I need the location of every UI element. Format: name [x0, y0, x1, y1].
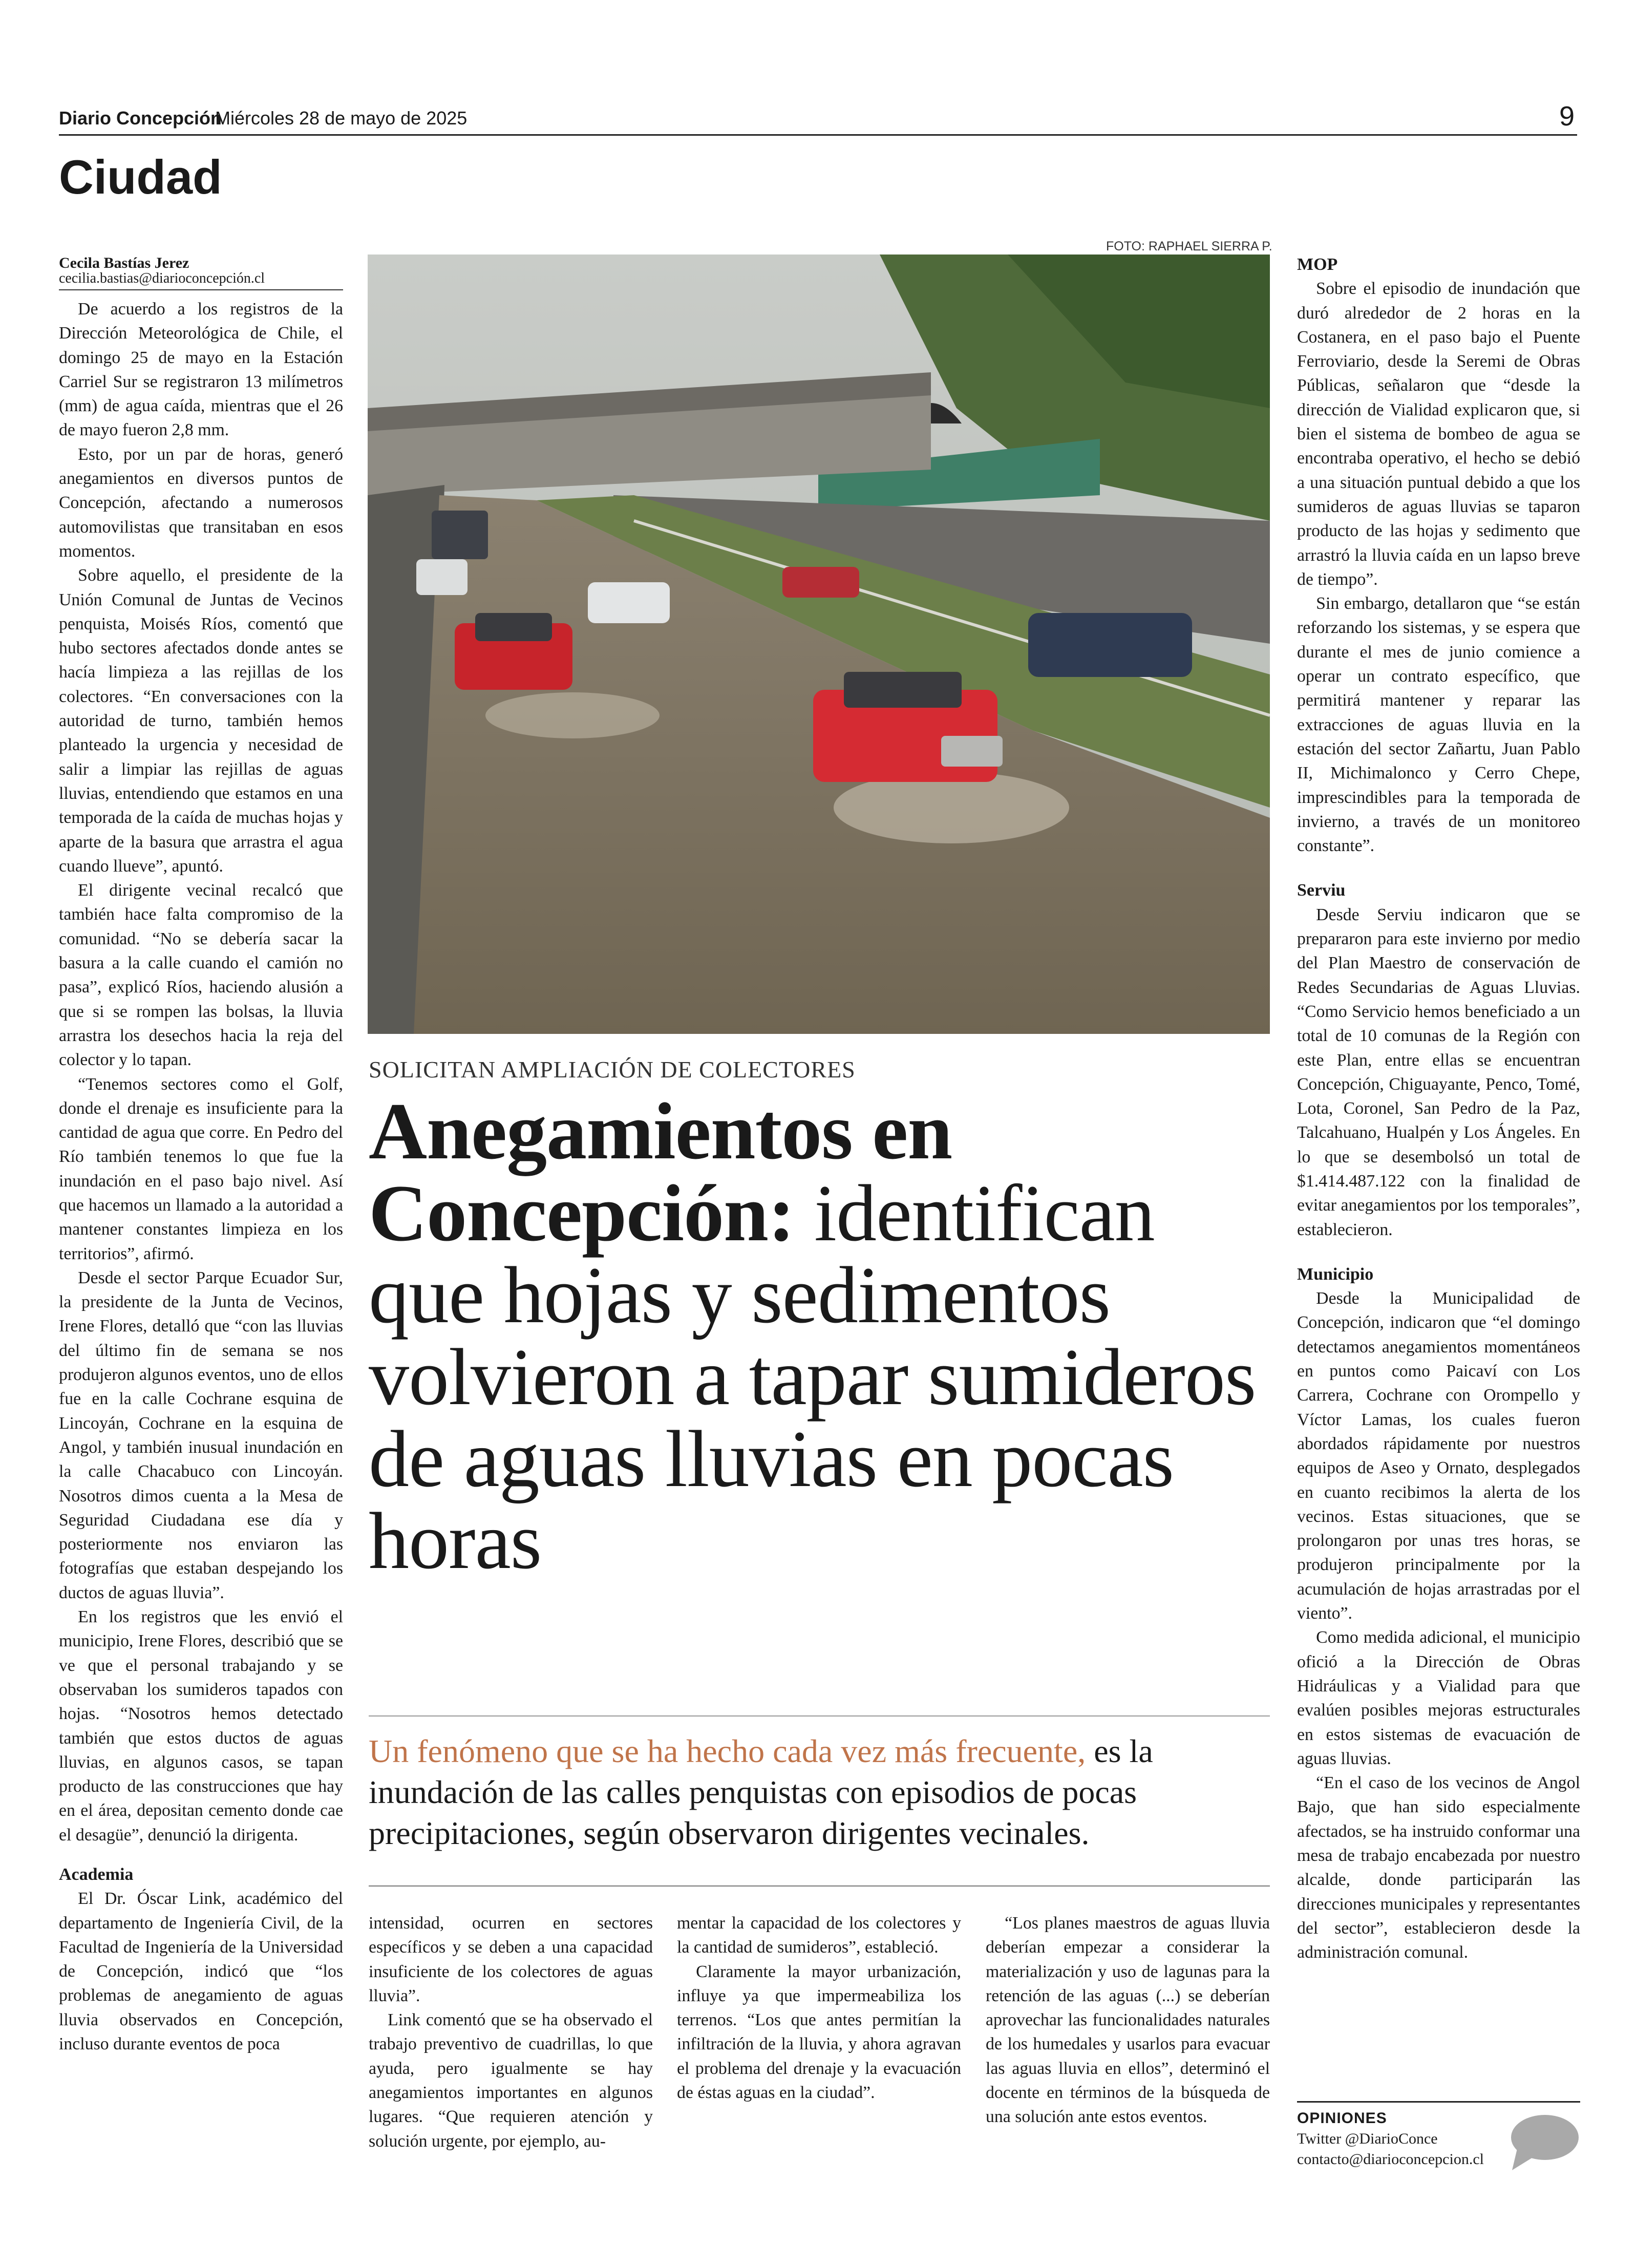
paragraph: Sobre el episodio de inundación que duró alrededor de 2 horas en la Costanera, en el paso bajo el Puente Ferroviario, desde la Seremi de Obras Públicas, señalaron que “desde la dirección de Vialidad explicaron que, si bien el sistema de bombeo de agua se encontraba operativo, el hecho se debió a una situación puntual debido a que los sumideros de aguas lluvias se taparon producto de las hojas y sedimento que arrastró la lluvia caída en un lapso breve de tiempo”.: [1297, 279, 1580, 589]
subhead-academia: Academia: [59, 1865, 134, 1884]
paragraph: El Dr. Óscar Link, académico del departamento de Ingeniería Civil, de la Facultad de Ingeniería de la Universidad de Concepción, indicó que “los problemas de anegamiento de aguas lluvia observados en Concepción, incluso durante eventos de poca: [59, 1889, 343, 2054]
deck-rule: [369, 1885, 1270, 1887]
paragraph: Desde la Municipalidad de Concepción, indicaron que “el domingo detectamos anegamientos momentáneos en puntos como Paicaví con Los Carrera, Cochrane con Orompello y Víctor Lamas, los cuales fueron abordados rápidamente por nuestros equipos de Aseo y Ornato, desplegados en cuanto recibimos la alerta de los vecinos. Estas situaciones, que se prolongaron por unas tres horas, se produjeron principalmente por la acumulación de hojas arrastradas por el viento”.: [1297, 1289, 1580, 1623]
paragraph: “En el caso de los vecinos de Angol Bajo, que han sido especialmente afectados, se ha instruido conformar una mesa de trabajo encabezada por nuestro alcalde, donde participarán las direcciones municipales y representantes del sector”, establecieron desde la administración comunal.: [1297, 1773, 1580, 1962]
paragraph: Sin embargo, detallaron que “se están reforzando los sistemas, y se espera que durante el mes de junio comience a operar un contrato específico, que permitirá mantener y reparar las extracciones de aguas lluvia en la estación del sector Zañartu, Juan Pablo II, Michimalonco y Cerro Chepe, imprescindibles para la temporada de invierno, a través de un monitoreo constante”.: [1297, 594, 1580, 856]
article-column-5: [1297, 252, 1580, 1964]
paragraph: “Los planes maestros de aguas lluvia deberían empezar a considerar la materialización y uso de lagunas para la retención de las aguas (...) se deberían aprovechar las funcionalidades naturales de los humedales y usarlos para evacuar las aguas lluvia en ellos”, determinó el docente en términos de la búsqueda de una solución ante estos eventos.: [986, 1914, 1270, 2127]
subhead-municipio: Municipio: [1297, 1264, 1374, 1284]
masthead-paper-name: Diario Concepción: [59, 108, 222, 129]
paragraph: De acuerdo a los registros de la Dirección Meteorológica de Chile, el domingo 25 de mayo en la Estación Carriel Sur se registraron 13 milímetros (mm) de agua caída, mientras que el 26 de mayo fueron 2,8 mm.: [59, 300, 343, 440]
opiniones-twitter: Twitter @DiarioConce: [1297, 2130, 1438, 2147]
opiniones-contact: contacto@diarioconcepcion.cl: [1297, 2151, 1484, 2168]
red-pickup: [455, 613, 572, 690]
subhead-serviu: Serviu: [1297, 881, 1346, 900]
subhead-mop: MOP: [1297, 255, 1338, 274]
photo-credit: FOTO: RAPHAEL SIERRA P.: [1106, 239, 1272, 253]
headline: [369, 1087, 1275, 1586]
article-column-2: [369, 1911, 653, 2153]
headline-kicker: SOLICITAN AMPLIACIÓN DE COLECTORES: [369, 1056, 856, 1083]
masthead-date: Miércoles 28 de mayo de 2025: [215, 108, 468, 129]
paragraph: Desde el sector Parque Ecuador Sur, la presidente de la Junta de Vecinos, Irene Flores, detalló que “con las lluvias del último fin de semana se nos produjeron algunos eventos, uno de ellos fue en la calle Cochrane esquina de Lincoyán, Cochrane en la esquina de Angol, y también inusual inundación en la calle Chacabuco con Lincoyán. Nosotros dimos cuenta a la Mesa de Seguridad Ciudadana ese día y posteriormente nos enviaron las fotografías que estaban despejando los ductos de aguas lluvia”.: [59, 1268, 343, 1602]
deck-rest: es la inundación de las calles penquistas con episodios de pocas precipitaciones, según observaron dirigentes vecinales.: [369, 1733, 1153, 1851]
flooded-road-photo: [368, 255, 1270, 1034]
paragraph: Como medida adicional, el municipio ofició a la Dirección de Obras Hidráulicas y a Vialidad para que evalúen posibles mejoras estructurales en estos sistemas de evacuación de aguas lluvias.: [1297, 1628, 1580, 1768]
deck-lead: Un fenómeno que se ha hecho cada vez más frecuente,: [369, 1733, 1086, 1769]
headline-rest: identifican que hojas y sedimentos volvieron a tapar sumideros de aguas lluvias en pocas horas: [369, 1169, 1256, 1586]
opiniones-rule: [1297, 2101, 1580, 2103]
paragraph: Sobre aquello, el presidente de la Unión Comunal de Juntas de Vecinos penquista, Moisés Ríos, comentó que hubo sectores afectados donde antes se hacía limpieza a las rejillas de los colectores. “En conversaciones con la autoridad de turno, también hemos planteado la urgencia y necesidad de salir a limpiar las rejillas de aguas lluvias, entendiendo que estamos en una temporada de la caída de muchas hojas y aparte de la basura que arrastra el agua cuando llueve”, apuntó.: [59, 566, 343, 876]
article-column-1: [59, 297, 343, 2056]
article-column-4: [986, 1911, 1270, 2129]
paragraph: mentar la capacidad de los colectores y la cantidad de sumideros”, estableció.: [677, 1914, 961, 1957]
speech-bubble-icon: [1508, 2113, 1580, 2172]
byline-author: Cecila Bastías Jerez: [59, 255, 189, 271]
paragraph: Claramente la mayor urbanización, influye ya que impermeabiliza los terrenos. “Los que antes permitían la infiltración de la lluvia, y ahora agravan el problema del drenaje y la evacuación de éstas aguas en la ciudad”.: [677, 1962, 961, 2103]
paragraph: Link comentó que se ha observado el trabajo preventivo de cuadrillas, lo que ayuda, pero igualmente se hay anegamientos importantes en algunos lugares. “Que requieren atención y solución urgente, por ejemplo, au-: [369, 2010, 653, 2151]
masthead-rule: [59, 134, 1577, 136]
paragraph: En los registros que les envió el municipio, Irene Flores, describió que se ve que el personal trabajando y se observaban los sumideros tapados con hojas. “Nosotros hemos detectado también que estos ductos de aguas lluvias, en algunos casos, se tapan producto de las construcciones que hay en el área, depositan cemento donde cae el desagüe”, denunció la dirigenta.: [59, 1607, 343, 1845]
opiniones-title: OPINIONES: [1297, 2110, 1387, 2127]
byline-rule: [59, 289, 343, 290]
headline-bold: Anegamientos en Concepción:: [369, 1087, 952, 1258]
paragraph: El dirigente vecinal recalcó que también hace falta compromiso de la comunidad. “No se debería sacar la basura a la calle cuando el camión no pasa”, explicó Ríos, haciendo alusión a que si se rompen las bolsas, la lluvia arrastra los desechos hacia la reja del colector y lo tapan.: [59, 881, 343, 1070]
deck: [369, 1731, 1275, 1854]
paragraph: “Tenemos sectores como el Golf, donde el drenaje es insuficiente para la cantidad de agua que corre. En Pedro del Río también tenemos lo que fue la inundación en el paso bajo nivel. Así que hacemos un llamado a la autoridad a mantener constantes limpieza en los territorios”, afirmó.: [59, 1074, 343, 1263]
page-number: 9: [1559, 101, 1575, 132]
paragraph: Desde Serviu indicaron que se prepararon para este invierno por medio del Plan Maestro de conservación de Redes Secundarias de Aguas Lluvias. “Como Servicio hemos beneficiado a un total de 10 comunas de la Región con este Plan, entre ellas se encuentran Concepción, Chiguayante, Penco, Tomé, Lota, Coronel, San Pedro de la Paz, Talcahuano, Hualpén y Los Ángeles. En lo que se desembolsó un total de $1.414.487.122 con la finalidad de evitar anegamientos por los temporales”, establecieron.: [1297, 905, 1580, 1239]
section-title: Ciudad: [59, 150, 222, 204]
paragraph: intensidad, ocurren en sectores específicos y se deben a una capacidad insuficiente de los colectores de aguas lluvia”.: [369, 1914, 653, 2005]
headline-rule: [369, 1715, 1270, 1716]
byline-email: cecilia.bastias@diarioconcepción.cl: [59, 270, 265, 286]
article-column-3: [677, 1911, 961, 2105]
paragraph: Esto, por un par de horas, generó anegamientos en diversos puntos de Concepción, afectando a numerosos automovilistas que transitaban en esos momentos.: [59, 444, 343, 561]
